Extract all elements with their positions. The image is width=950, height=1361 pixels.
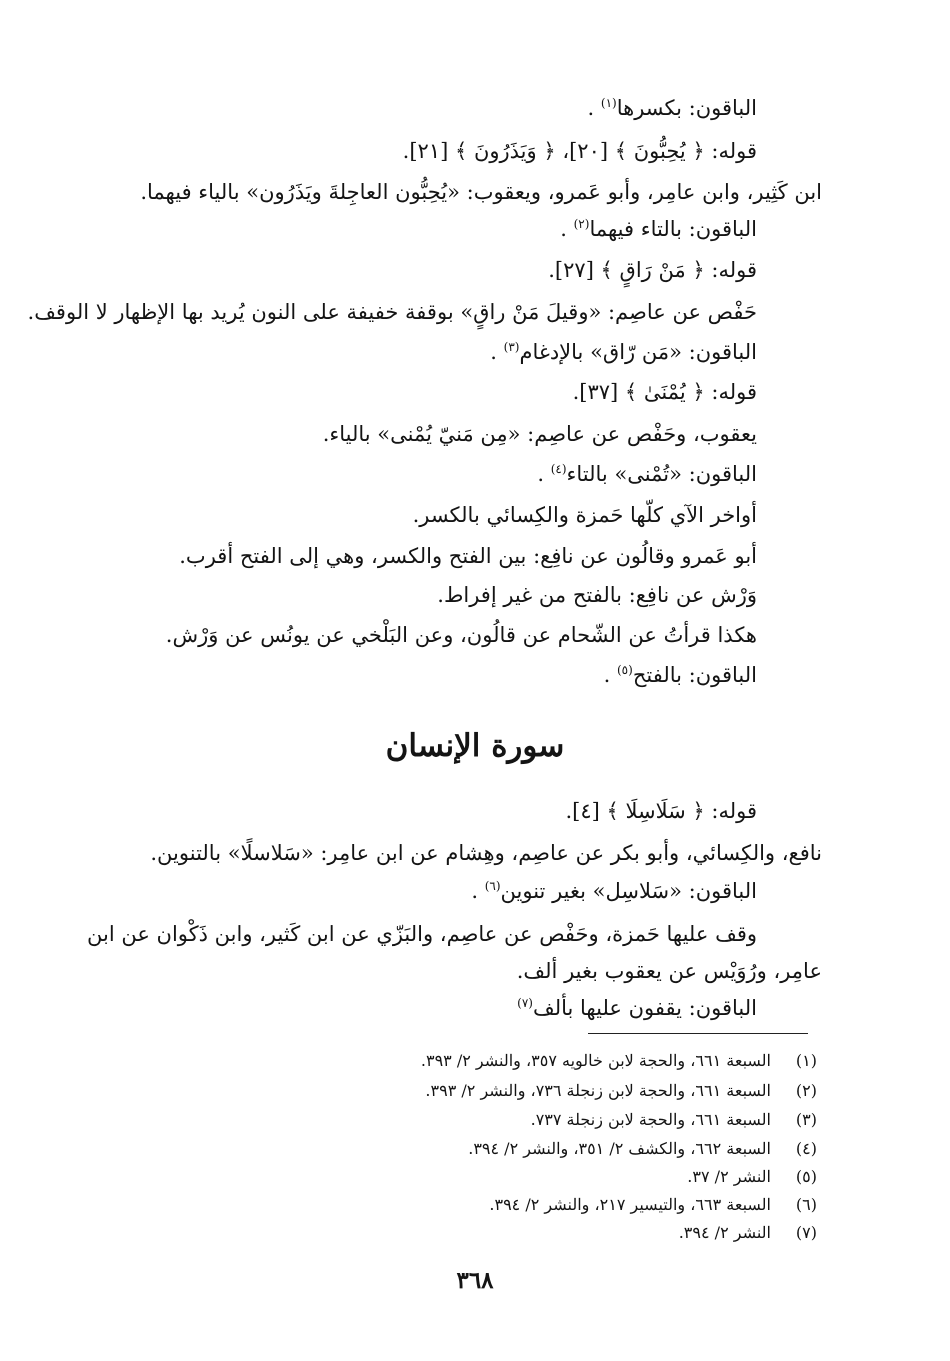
footnote-number: (٧) [795,1223,817,1242]
footnote [421,1050,817,1072]
text-line: الباقون: يقفون عليها بألف$^{(٧)}$ [517,996,757,1020]
text-line: قوله: ﴿ يُحِبُّونَ ﴾ [٢٠]، ﴿ وَيَذَرُونَ ﴾ [٢١]. [402,139,757,163]
footnote-ref: (٦) [484,879,501,893]
text-line: الباقون: بكسرها$^{(١)}$ . [587,96,757,120]
footnote-text: السبعة ٦٦١، والحجة لابن خالويه ٣٥٧، والنشر ٢/ ٣٩٣. [420,1051,771,1070]
text-line: ابن كَثِير، وابن عامِر، وأبو عَمرو، ويعقوب: «يُحِبُّون العاجِلةَ ويَذَرُون» بالياء فيهما. [140,180,822,204]
text-line: أواخر الآي كلّها حَمزة والكِسائي بالكسر. [412,503,757,527]
text-line: قوله: ﴿ يُمْنَىٰ ﴾ [٣٧]. [572,380,757,404]
text-line: قوله: ﴿ مَنْ رَاقٍ ﴾ [٢٧]. [548,258,757,282]
text-line: الباقون: بالفتح$^{(٥)}$ . [603,663,757,687]
footnote-text: السبعة ٦٦١، والحجة لابن زنجلة ٧٣٦، والنشر ٢/ ٣٩٣. [425,1081,771,1100]
text-line: الباقون: «تُمْنى» بالتاء$^{(٤)}$ . [537,462,757,486]
surah-title: سورة الإنسان [385,728,565,764]
text-line: قوله: ﴿ سَلَاسِلَا ﴾ [٤]. [565,799,757,823]
footnote-ref: (٤) [550,462,567,476]
footnote-text: السبعة ٦٦٣، والتيسير ٢١٧، والنشر ٢/ ٣٩٤. [489,1195,771,1214]
footnote-number: (٥) [795,1167,817,1186]
text-line: وقف عليها حَمزة، وحَفْص عن عاصِم، والبَزّي عن ابن كَثير، وابن ذَكْوان عن ابن [87,922,757,946]
footnote-text: السبعة ٦٦١، والحجة لابن زنجلة ٧٣٧. [530,1110,771,1129]
footnote-text: السبعة ٦٦٢، والكشف ٢/ ٣٥١، والنشر ٢/ ٣٩٤. [468,1139,771,1158]
footnote-ref: (٣) [503,340,520,354]
footnote-ref: (١) [600,96,617,110]
footnote [468,1138,817,1160]
text-line: وَرْش عن نافِع: بالفتح من غير إفراط. [437,583,757,607]
footnote [687,1166,817,1188]
footnote-number: (١) [795,1051,817,1070]
text-line: هكذا قرأتُ عن الشّحام عن قالُون، وعن البَلْخي عن يونُس عن وَرْش. [165,623,757,647]
footnote-number: (٢) [795,1081,817,1100]
footnote-number: (٦) [795,1195,817,1214]
footnote [425,1080,817,1102]
footnote-ref: (٢) [573,217,590,231]
footnote [489,1194,817,1216]
page-number: ٣٦٨ [456,1267,494,1294]
text-line: الباقون: «مَن رّاق» بالإدغام$^{(٣)}$ . [490,340,757,364]
footnote-ref: (٥) [616,663,633,677]
text-line: الباقون: بالتاء فيهما$^{(٢)}$ . [560,217,757,241]
footnote [531,1109,817,1131]
text-line: أبو عَمرو وقالُون عن نافِع: بين الفتح والكسر، وهي إلى الفتح أقرب. [179,544,757,568]
text-line: نافع، والكِسائي، وأبو بكر عن عاصِم، وهِشام عن ابن عامِر: «سَلاسلًا» بالتنوين. [150,841,822,865]
footnote-text: النشر ٢/ ٣٩٤. [678,1223,771,1242]
footnote-number: (٤) [795,1139,817,1158]
footnote-text: النشر ٢/ ٣٧. [687,1167,771,1186]
footnote-separator [588,1033,808,1034]
footnote-number: (٣) [795,1110,817,1129]
footnote [679,1222,817,1244]
text-line: الباقون: «سَلاسِل» بغير تنوين$^{(٦)}$ . [471,879,757,903]
text-line: يعقوب، وحَفْص عن عاصِم: «مِن مَنيّ يُمْنى» بالياء. [322,422,757,446]
text-line: عامِر، ورُوَيْس عن يعقوب بغير ألف. [516,959,822,983]
footnote-ref: (٧) [517,996,533,1010]
text-line: حَفْص عن عاصِم: «وقيلَ مَنْ راقٍ» بوقفة خفيفة على النون يُريد بها الإظهار لا الوقف. [27,300,757,324]
